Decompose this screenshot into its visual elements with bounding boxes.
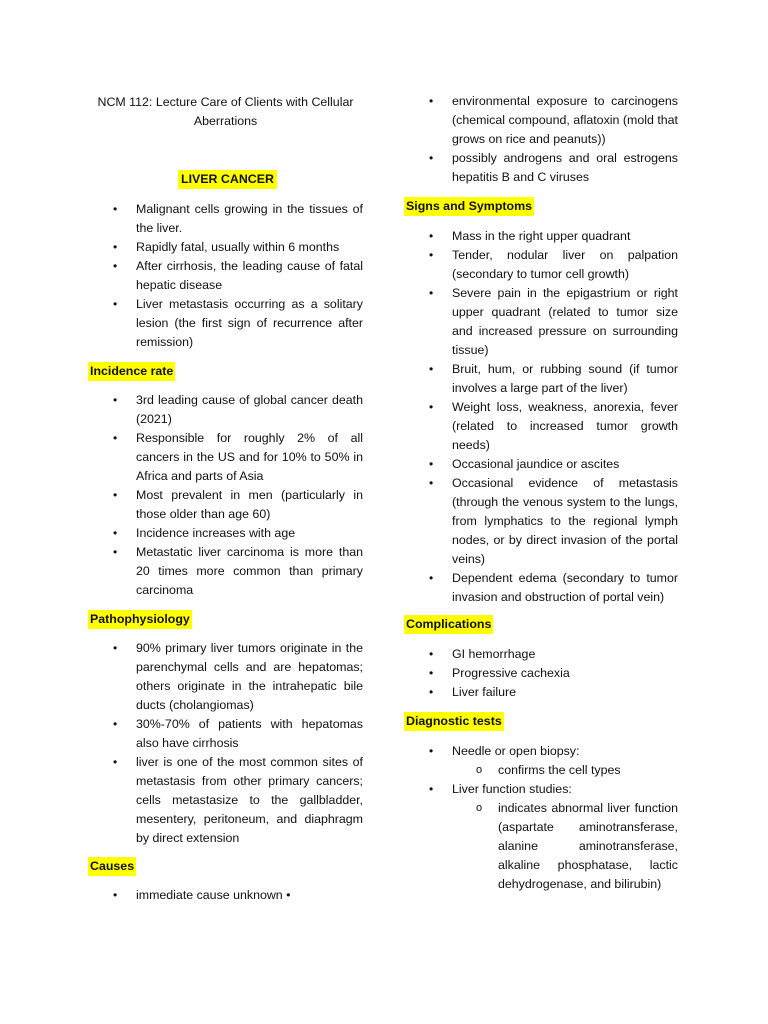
document-title	[88, 93, 363, 131]
sub-list-item: o confirms the cell types	[452, 761, 678, 780]
list-item: • Bruit, hum, or rubbing sound (if tumor involves a large part of the liver)	[404, 360, 678, 398]
sub-list	[452, 799, 678, 894]
list-item: • liver is one of the most common sites of metastasis from other primary cancers; cells metastasize to the gallbladder, mesentery, peritoneum, and diaphragm by direct extension	[88, 753, 363, 848]
list-item: • Tender, nodular liver on palpation (secondary to tumor cell growth)	[404, 246, 678, 284]
list-item: • After cirrhosis, the leading cause of fatal hepatic disease	[88, 257, 363, 295]
list-item: • Occasional evidence of metastasis (through the venous system to the lungs, from lymphatics to the regional lymph nodes, or by direct invasion of the portal veins)	[404, 474, 678, 569]
list-item: • Incidence increases with age	[88, 524, 363, 543]
pathophysiology-heading: Pathophysiology	[88, 610, 192, 629]
signs-heading: Signs and Symptoms	[404, 197, 534, 216]
list-item	[404, 780, 678, 894]
causes-list	[88, 886, 363, 905]
list-item: • immediate cause unknown •	[88, 886, 363, 905]
list-item: • 3rd leading cause of global cancer death (2021)	[88, 391, 363, 429]
list-item: • Most prevalent in men (particularly in those older than age 60)	[88, 486, 363, 524]
sub-list-item: o indicates abnormal liver function (aspartate aminotransferase, alanine aminotransferase, alkaline phosphatase, lactic dehydrogenase, and bilirubin)	[452, 799, 678, 894]
main-heading: LIVER CANCER	[178, 170, 277, 189]
sub-list	[452, 761, 678, 780]
signs-list	[404, 227, 678, 607]
list-item: • Responsible for roughly 2% of all cancers in the US and for 10% to 50% in Africa and parts of Asia	[88, 429, 363, 486]
complications-list	[404, 645, 678, 702]
list-item-text: Liver function studies:	[452, 782, 572, 796]
list-item: • Dependent edema (secondary to tumor invasion and obstruction of portal vein)	[404, 569, 678, 607]
list-item: • Weight loss, weakness, anorexia, fever (related to increased tumor growth needs)	[404, 398, 678, 455]
list-item: • Mass in the right upper quadrant	[404, 227, 678, 246]
list-item: • environmental exposure to carcinogens (chemical compound, aflatoxin (mold that grows on rice and peanuts))	[404, 92, 678, 149]
diagnostics-heading: Diagnostic tests	[404, 712, 504, 731]
list-item: • 90% primary liver tumors originate in the parenchymal cells and are hepatomas; others originate in the intrahepatic bile ducts (cholangiomas)	[88, 639, 363, 715]
incidence-heading: Incidence rate	[88, 362, 175, 381]
list-item: • Severe pain in the epigastrium or right upper quadrant (related to tumor size and increased pressure on surrounding tissue)	[404, 284, 678, 360]
causes-heading: Causes	[88, 857, 136, 876]
list-item: • Progressive cachexia	[404, 664, 678, 683]
list-item: • 30%-70% of patients with hepatomas also have cirrhosis	[88, 715, 363, 753]
list-item: • Rapidly fatal, usually within 6 months	[88, 238, 363, 257]
list-item: • Metastatic liver carcinoma is more than 20 times more common than primary carcinoma	[88, 543, 363, 600]
liver-cancer-list	[88, 200, 363, 352]
document-title-line-2: Aberrations	[193, 114, 258, 128]
list-item: • Malignant cells growing in the tissues of the liver.	[88, 200, 363, 238]
diagnostics-list	[404, 742, 678, 894]
list-item: • Liver failure	[404, 683, 678, 702]
document-title-line-1: NCM 112: Lecture Care of Clients with Cellular	[97, 95, 354, 109]
complications-heading: Complications	[404, 615, 493, 634]
causes-continued-list	[404, 92, 678, 187]
incidence-list	[88, 391, 363, 600]
list-item: • Occasional jaundice or ascites	[404, 455, 678, 474]
list-item: • GI hemorrhage	[404, 645, 678, 664]
pathophysiology-list	[88, 639, 363, 848]
list-item-text: Needle or open biopsy:	[452, 744, 580, 758]
list-item: • Liver metastasis occurring as a solitary lesion (the first sign of recurrence after remission)	[88, 295, 363, 352]
list-item: • possibly androgens and oral estrogens hepatitis B and C viruses	[404, 149, 678, 187]
list-item	[404, 742, 678, 780]
